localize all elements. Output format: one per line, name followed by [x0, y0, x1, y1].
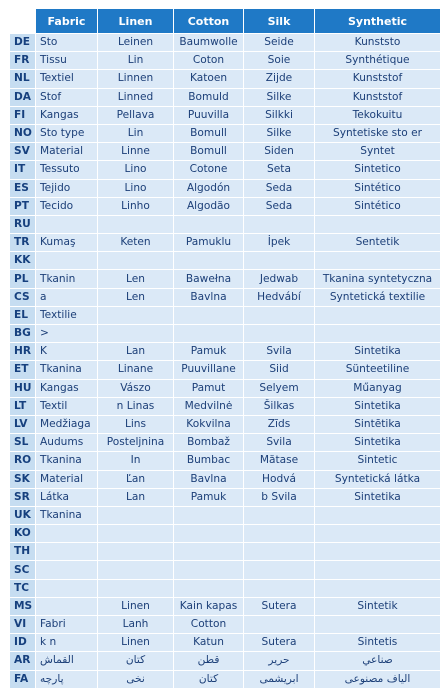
- language-code: LV: [10, 415, 36, 433]
- cell-fabric: [36, 215, 98, 233]
- cell-fabric: Tissu: [36, 52, 98, 70]
- language-code: FA: [10, 670, 36, 688]
- cell-cotton: Pamuklu: [174, 234, 244, 252]
- table-row: [10, 34, 441, 52]
- cell-fabric: Fabri: [36, 616, 98, 634]
- cell-silk: [244, 525, 315, 543]
- cell-cotton: [174, 543, 244, 561]
- cell-cotton: Puuvilla: [174, 106, 244, 124]
- cell-silk: Zijde: [244, 70, 315, 88]
- cell-silk: Seda: [244, 179, 315, 197]
- cell-cotton: Coton: [174, 52, 244, 70]
- cell-cotton: Pamuk: [174, 343, 244, 361]
- table-row: [10, 270, 441, 288]
- cell-linen: Linnen: [98, 70, 174, 88]
- header-corner: [10, 9, 36, 34]
- cell-cotton: Algodão: [174, 197, 244, 215]
- cell-synthetic: [315, 561, 441, 579]
- language-code: RU: [10, 215, 36, 233]
- cell-linen: Lin: [98, 124, 174, 142]
- fabric-translation-table: [9, 8, 441, 689]
- cell-fabric: Stof: [36, 88, 98, 106]
- cell-linen: Lin: [98, 52, 174, 70]
- column-header-cotton: Cotton: [174, 9, 244, 34]
- language-code: ID: [10, 634, 36, 652]
- cell-linen: In: [98, 452, 174, 470]
- cell-silk: Zīds: [244, 415, 315, 433]
- language-code: NO: [10, 124, 36, 142]
- table-row: [10, 106, 441, 124]
- cell-silk: [244, 252, 315, 270]
- table-header: [10, 9, 441, 34]
- table-row: [10, 252, 441, 270]
- cell-silk: Soie: [244, 52, 315, 70]
- cell-cotton: کتان: [174, 670, 244, 688]
- table-row: [10, 415, 441, 433]
- cell-synthetic: Sintetika: [315, 397, 441, 415]
- table-body: [10, 34, 441, 689]
- cell-synthetic: [315, 579, 441, 597]
- cell-cotton: Katoen: [174, 70, 244, 88]
- cell-fabric: Audums: [36, 434, 98, 452]
- cell-linen: Pellava: [98, 106, 174, 124]
- cell-synthetic: Sintetico: [315, 161, 441, 179]
- cell-linen: Ľan: [98, 470, 174, 488]
- language-code: UK: [10, 506, 36, 524]
- language-code: RO: [10, 452, 36, 470]
- cell-cotton: Pamuk: [174, 488, 244, 506]
- cell-synthetic: Sintético: [315, 179, 441, 197]
- cell-fabric: Tkanin: [36, 270, 98, 288]
- cell-synthetic: Sintetika: [315, 434, 441, 452]
- language-code: ES: [10, 179, 36, 197]
- cell-linen: [98, 525, 174, 543]
- table-row: [10, 52, 441, 70]
- cell-fabric: Tessuto: [36, 161, 98, 179]
- cell-silk: Hodvá: [244, 470, 315, 488]
- cell-fabric: القماش: [36, 652, 98, 670]
- table-row: [10, 361, 441, 379]
- cell-cotton: Bomuld: [174, 88, 244, 106]
- cell-linen: [98, 252, 174, 270]
- cell-fabric: Tkanina: [36, 452, 98, 470]
- table-row: [10, 434, 441, 452]
- cell-silk: Silkki: [244, 106, 315, 124]
- cell-fabric: Textil: [36, 397, 98, 415]
- table-row: [10, 488, 441, 506]
- cell-linen: [98, 579, 174, 597]
- cell-synthetic: Sünteetiline: [315, 361, 441, 379]
- cell-synthetic: Sintetis: [315, 634, 441, 652]
- cell-fabric: [36, 579, 98, 597]
- table-row: [10, 543, 441, 561]
- cell-synthetic: [315, 525, 441, 543]
- cell-cotton: [174, 215, 244, 233]
- cell-synthetic: Syntetická textilie: [315, 288, 441, 306]
- language-code: MS: [10, 597, 36, 615]
- cell-synthetic: Sintetika: [315, 488, 441, 506]
- cell-silk: b Svila: [244, 488, 315, 506]
- cell-silk: Silke: [244, 88, 315, 106]
- cell-linen: نخی: [98, 670, 174, 688]
- cell-linen: Linen: [98, 634, 174, 652]
- cell-fabric: k n: [36, 634, 98, 652]
- cell-synthetic: Kunststof: [315, 70, 441, 88]
- cell-synthetic: Syntetiske sto er: [315, 124, 441, 142]
- cell-linen: Lan: [98, 488, 174, 506]
- cell-synthetic: Sentetik: [315, 234, 441, 252]
- language-code: FI: [10, 106, 36, 124]
- language-code: SC: [10, 561, 36, 579]
- column-header-fabric: Fabric: [36, 9, 98, 34]
- table-row: [10, 215, 441, 233]
- language-code: FR: [10, 52, 36, 70]
- language-code: SV: [10, 143, 36, 161]
- cell-fabric: Látka: [36, 488, 98, 506]
- cell-linen: Len: [98, 288, 174, 306]
- cell-cotton: Cotton: [174, 616, 244, 634]
- cell-linen: [98, 561, 174, 579]
- language-code: BG: [10, 325, 36, 343]
- table-row: [10, 470, 441, 488]
- cell-synthetic: Sintētika: [315, 415, 441, 433]
- cell-linen: n Linas: [98, 397, 174, 415]
- cell-fabric: پارچه: [36, 670, 98, 688]
- table-row: [10, 343, 441, 361]
- cell-fabric: Textilie: [36, 306, 98, 324]
- cell-fabric: [36, 561, 98, 579]
- cell-synthetic: Synthétique: [315, 52, 441, 70]
- cell-cotton: قطن: [174, 652, 244, 670]
- cell-cotton: [174, 306, 244, 324]
- cell-cotton: Kokvilna: [174, 415, 244, 433]
- table-row: [10, 616, 441, 634]
- language-code: TH: [10, 543, 36, 561]
- language-code: KO: [10, 525, 36, 543]
- cell-silk: Siid: [244, 361, 315, 379]
- cell-synthetic: [315, 306, 441, 324]
- cell-cotton: Bomull: [174, 143, 244, 161]
- cell-synthetic: Tkanina syntetyczna: [315, 270, 441, 288]
- cell-fabric: Tkanina: [36, 506, 98, 524]
- table-row: [10, 88, 441, 106]
- language-code: PL: [10, 270, 36, 288]
- cell-fabric: [36, 543, 98, 561]
- cell-cotton: Bawełna: [174, 270, 244, 288]
- cell-linen: كتان: [98, 652, 174, 670]
- cell-fabric: [36, 252, 98, 270]
- table-row: [10, 124, 441, 142]
- cell-synthetic: Sintetic: [315, 452, 441, 470]
- table-row: [10, 452, 441, 470]
- language-code: EL: [10, 306, 36, 324]
- cell-synthetic: [315, 543, 441, 561]
- cell-silk: Siden: [244, 143, 315, 161]
- cell-cotton: Bavlna: [174, 470, 244, 488]
- cell-synthetic: [315, 506, 441, 524]
- cell-linen: Linen: [98, 597, 174, 615]
- cell-linen: [98, 215, 174, 233]
- cell-silk: ابریشمی: [244, 670, 315, 688]
- cell-fabric: [36, 525, 98, 543]
- table-row: [10, 670, 441, 688]
- cell-linen: [98, 306, 174, 324]
- cell-synthetic: Műanyag: [315, 379, 441, 397]
- cell-cotton: Kain kapas: [174, 597, 244, 615]
- cell-silk: Sutera: [244, 597, 315, 615]
- cell-linen: [98, 325, 174, 343]
- cell-linen: Lino: [98, 161, 174, 179]
- cell-silk: Seda: [244, 197, 315, 215]
- cell-cotton: Algodón: [174, 179, 244, 197]
- cell-fabric: Tecido: [36, 197, 98, 215]
- table-row: [10, 288, 441, 306]
- language-code: VI: [10, 616, 36, 634]
- cell-silk: Šilkas: [244, 397, 315, 415]
- cell-cotton: [174, 252, 244, 270]
- table-row: [10, 579, 441, 597]
- cell-silk: [244, 579, 315, 597]
- cell-fabric: Tkanina: [36, 361, 98, 379]
- cell-linen: Len: [98, 270, 174, 288]
- language-code: KK: [10, 252, 36, 270]
- cell-linen: Lins: [98, 415, 174, 433]
- cell-fabric: [36, 597, 98, 615]
- table-row: [10, 179, 441, 197]
- cell-cotton: [174, 525, 244, 543]
- language-code: NL: [10, 70, 36, 88]
- cell-cotton: Pamut: [174, 379, 244, 397]
- cell-fabric: Material: [36, 143, 98, 161]
- table-row: [10, 652, 441, 670]
- cell-synthetic: Sintetik: [315, 597, 441, 615]
- cell-fabric: Sto: [36, 34, 98, 52]
- cell-linen: Lan: [98, 343, 174, 361]
- cell-synthetic: Tekokuitu: [315, 106, 441, 124]
- cell-cotton: Bomull: [174, 124, 244, 142]
- cell-silk: [244, 561, 315, 579]
- column-header-linen: Linen: [98, 9, 174, 34]
- table-row: [10, 161, 441, 179]
- cell-silk: [244, 616, 315, 634]
- cell-silk: İpek: [244, 234, 315, 252]
- cell-linen: Posteljnina: [98, 434, 174, 452]
- cell-linen: Linho: [98, 197, 174, 215]
- cell-fabric: Kangas: [36, 106, 98, 124]
- language-code: SR: [10, 488, 36, 506]
- cell-cotton: [174, 325, 244, 343]
- cell-synthetic: الیاف مصنوعی: [315, 670, 441, 688]
- cell-cotton: Puuvillane: [174, 361, 244, 379]
- cell-fabric: Medžiaga: [36, 415, 98, 433]
- table-row: [10, 234, 441, 252]
- language-code: TC: [10, 579, 36, 597]
- cell-synthetic: Sintetika: [315, 343, 441, 361]
- cell-linen: Linane: [98, 361, 174, 379]
- header-row: [10, 9, 441, 34]
- cell-cotton: Medvilnė: [174, 397, 244, 415]
- cell-fabric: Kangas: [36, 379, 98, 397]
- table-row: [10, 70, 441, 88]
- cell-silk: حرير: [244, 652, 315, 670]
- cell-linen: Vászo: [98, 379, 174, 397]
- language-code: HU: [10, 379, 36, 397]
- cell-synthetic: [315, 325, 441, 343]
- cell-cotton: [174, 561, 244, 579]
- cell-silk: Silke: [244, 124, 315, 142]
- table-row: [10, 379, 441, 397]
- language-code: SK: [10, 470, 36, 488]
- language-code: PT: [10, 197, 36, 215]
- cell-silk: Mătase: [244, 452, 315, 470]
- cell-synthetic: صناعي: [315, 652, 441, 670]
- cell-synthetic: [315, 252, 441, 270]
- cell-fabric: Tejido: [36, 179, 98, 197]
- cell-silk: Hedvábí: [244, 288, 315, 306]
- table-row: [10, 525, 441, 543]
- table-row: [10, 325, 441, 343]
- table-row: [10, 634, 441, 652]
- cell-fabric: Material: [36, 470, 98, 488]
- table-row: [10, 597, 441, 615]
- cell-silk: [244, 506, 315, 524]
- table-row: [10, 143, 441, 161]
- language-code: AR: [10, 652, 36, 670]
- cell-cotton: Bombaž: [174, 434, 244, 452]
- cell-linen: [98, 506, 174, 524]
- cell-linen: Lanh: [98, 616, 174, 634]
- cell-synthetic: Sintético: [315, 197, 441, 215]
- cell-cotton: Baumwolle: [174, 34, 244, 52]
- cell-fabric: Textiel: [36, 70, 98, 88]
- language-code: ET: [10, 361, 36, 379]
- cell-synthetic: Kunststof: [315, 88, 441, 106]
- column-header-silk: Silk: [244, 9, 315, 34]
- cell-silk: Seta: [244, 161, 315, 179]
- table-row: [10, 197, 441, 215]
- cell-silk: [244, 543, 315, 561]
- language-code: CS: [10, 288, 36, 306]
- cell-cotton: [174, 579, 244, 597]
- cell-synthetic: [315, 215, 441, 233]
- cell-fabric: Kumaş: [36, 234, 98, 252]
- cell-cotton: Bumbac: [174, 452, 244, 470]
- cell-silk: [244, 215, 315, 233]
- cell-silk: [244, 306, 315, 324]
- cell-linen: Linned: [98, 88, 174, 106]
- cell-silk: Seide: [244, 34, 315, 52]
- column-header-synthetic: Synthetic: [315, 9, 441, 34]
- cell-cotton: Bavlna: [174, 288, 244, 306]
- cell-synthetic: Syntet: [315, 143, 441, 161]
- cell-silk: Jedwab: [244, 270, 315, 288]
- cell-silk: Sutera: [244, 634, 315, 652]
- cell-cotton: Cotone: [174, 161, 244, 179]
- cell-cotton: Katun: [174, 634, 244, 652]
- language-code: TR: [10, 234, 36, 252]
- cell-silk: [244, 325, 315, 343]
- cell-synthetic: Kunststo: [315, 34, 441, 52]
- cell-linen: Lino: [98, 179, 174, 197]
- cell-linen: Linne: [98, 143, 174, 161]
- cell-synthetic: [315, 616, 441, 634]
- table-row: [10, 506, 441, 524]
- language-code: DA: [10, 88, 36, 106]
- language-code: IT: [10, 161, 36, 179]
- cell-synthetic: Syntetická látka: [315, 470, 441, 488]
- cell-fabric: Sto type: [36, 124, 98, 142]
- cell-fabric: a: [36, 288, 98, 306]
- language-code: LT: [10, 397, 36, 415]
- cell-fabric: >: [36, 325, 98, 343]
- cell-linen: [98, 543, 174, 561]
- cell-linen: Leinen: [98, 34, 174, 52]
- cell-silk: Selyem: [244, 379, 315, 397]
- cell-silk: Svila: [244, 343, 315, 361]
- table-row: [10, 306, 441, 324]
- language-code: SL: [10, 434, 36, 452]
- cell-cotton: [174, 506, 244, 524]
- table-row: [10, 561, 441, 579]
- language-code: DE: [10, 34, 36, 52]
- cell-silk: Svila: [244, 434, 315, 452]
- language-code: HR: [10, 343, 36, 361]
- cell-fabric: K: [36, 343, 98, 361]
- table-row: [10, 397, 441, 415]
- cell-linen: Keten: [98, 234, 174, 252]
